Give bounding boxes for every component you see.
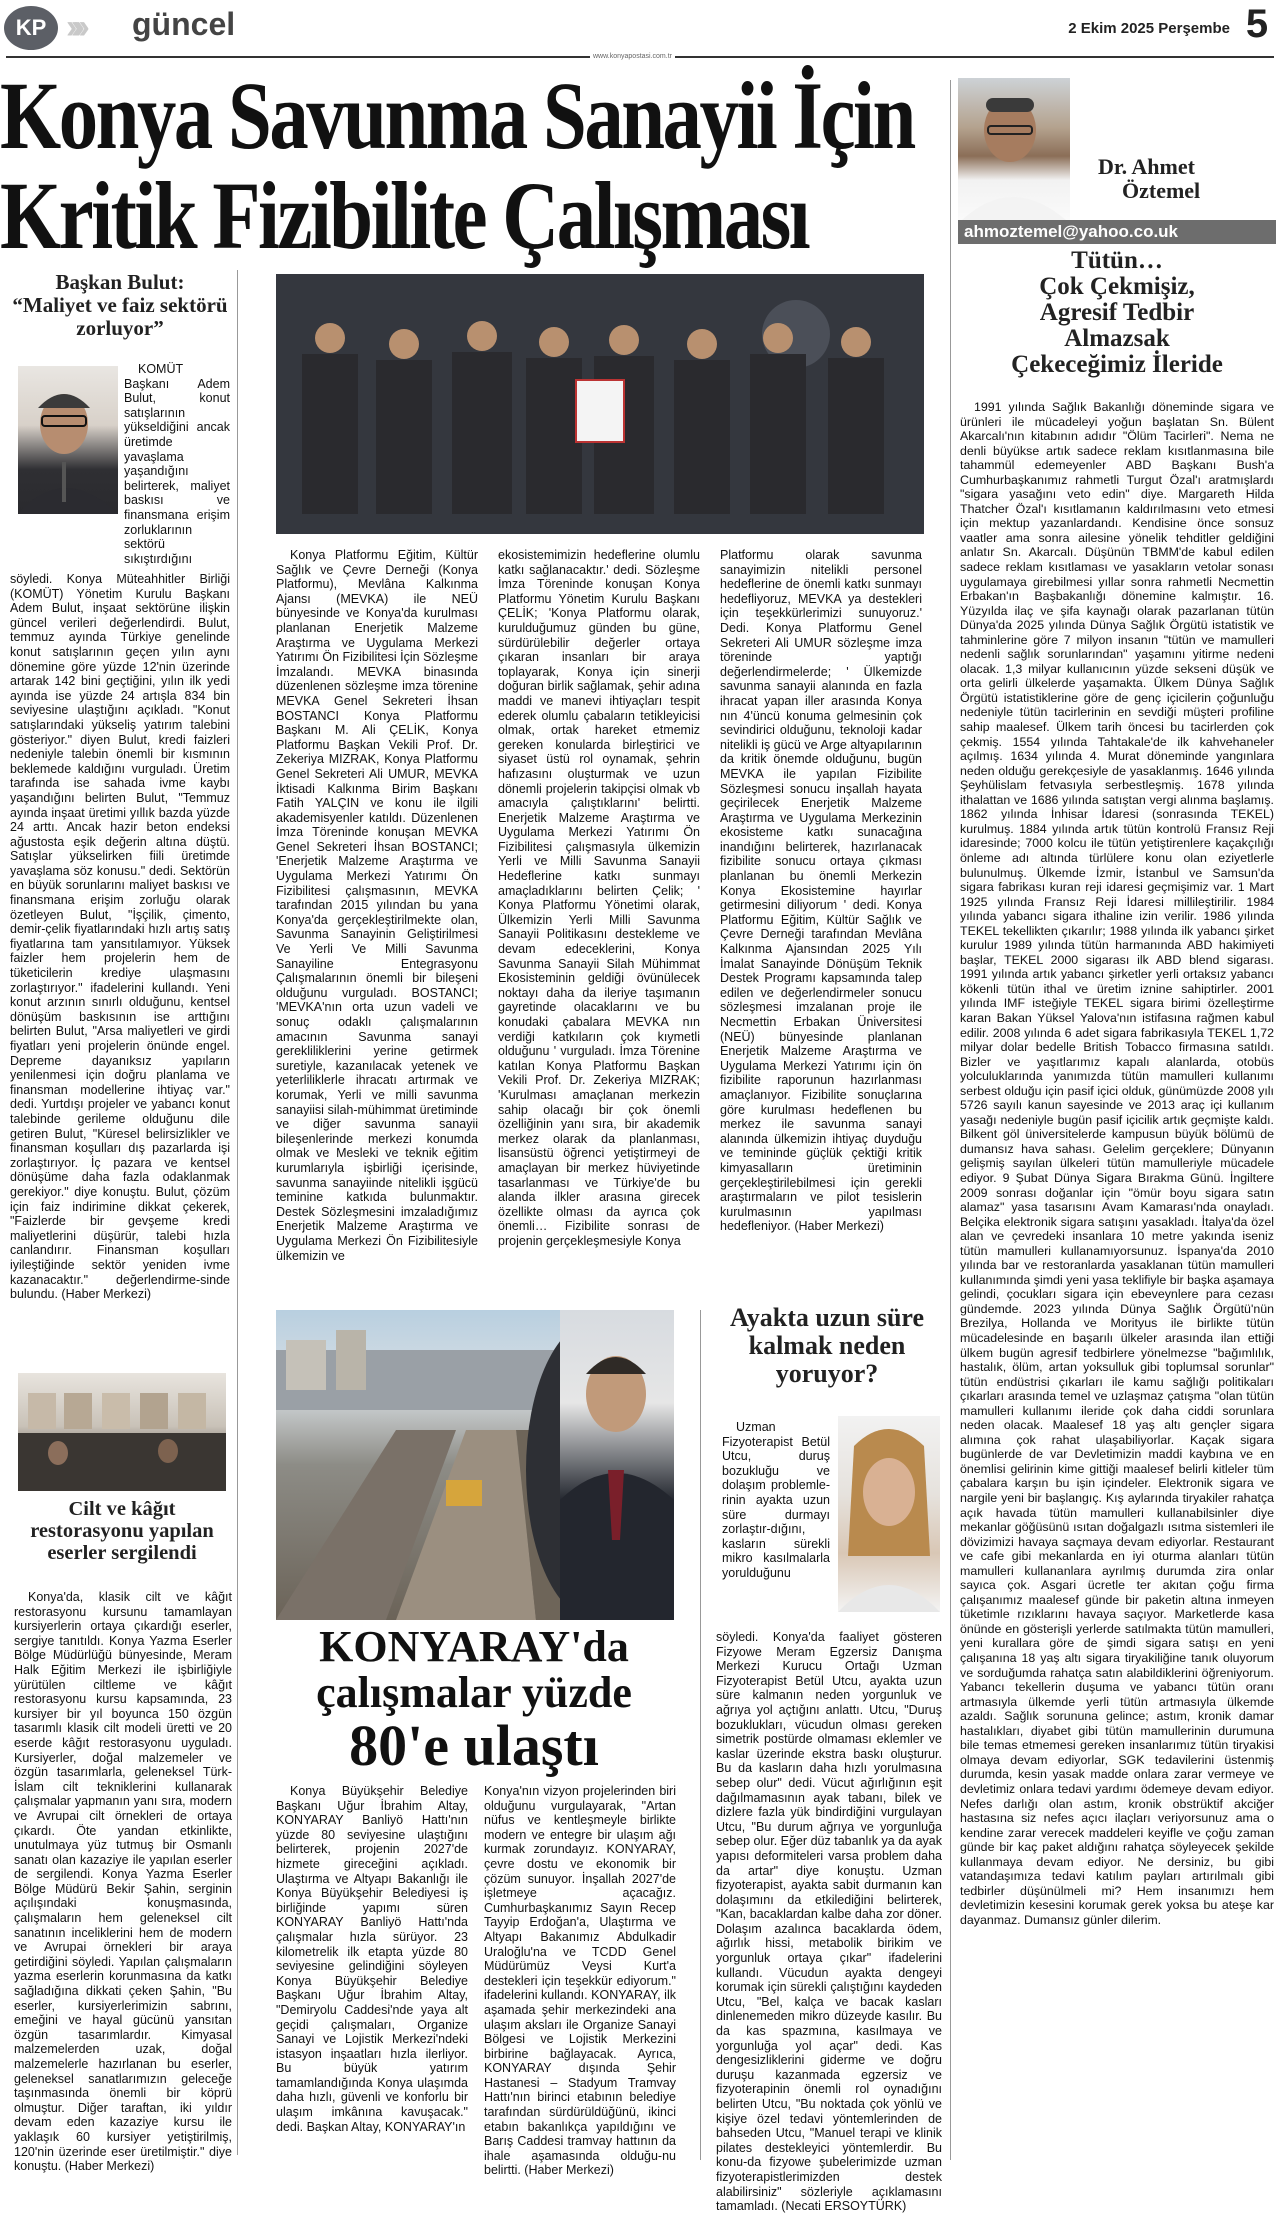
bulut-body [10, 572, 230, 1352]
author-photo [958, 78, 1070, 220]
main-headline [0, 62, 950, 269]
ceremony-photo [276, 274, 924, 534]
bulut-headline: Başkan Bulut: [55, 270, 185, 294]
cilt-body-text: Konya'da, klasik cilt ve kâğıt restorasyonu kursunu tamamlayan kursiyerlerin ortaya çıkardığı eserler, sergiye tanıtıldı. Konya Yazma Eserler Bölge Müdürlüğü bünyesinde, Meram Halk Eğitim Merkezi ile işbirliğiyle yürütülen ciltleme ve kâğıt restorasyonu kursu kapsamında, 23 kursiyer bir yıl boyunca 150 özgün tasarımlı klasik cilt modeli üretti ve 20 eserde kâğıt restorasyonu uyguladı. Kursiyerler, doğal malzemeler ve özgün tasarımlarla, geleneksel Türk-İslam cilt tekniklerini kullanarak çalışmalar yapmanın yanı sıra, modern ve Avrupai cilt örnekleri de ortaya çıkardı. Öte yandan etkinlikte, unutulmaya yüz tutmuş bir Osmanlı sanatı olan kazaziye ile yapılan eserler de sergilendi. Konya Yazma Eserler Bölge Müdürü Bekir Şahin, serginin açılışındaki konuşmasında, çalışmaların hem geleneksel cilt sanatının inceliklerini hem de modern ve Avrupai örnekleri bir araya getirdiğini söyledi. Yapılan çalışmaların yazma eserlerin korunmasına da katkı sağladığına dikkati çeken Şahin, "Bu eserler, kursiyerlerimizin sabrını, emeğini ve hayal gücünü yansıtan özgün tasarımlardır. Kimyasal malzemelerden uzak, doğal malzemelerle hazırlanan bu eserler, geleneksel sanatlarımızın geleceğe taşınmasında önemli bir köprü olmuştur. Diğer taraftan, iki yıldır devam eden kazaziye kursu ile yaklaşık 60 kursiyer yetiştirilmiş, 120'nin üzerinde eser üretilmiştir." diye konuştu. (Haber Merkezi) [14, 1590, 232, 2174]
column-panel [958, 78, 1276, 2166]
main-article-col2 [498, 548, 700, 1288]
column-title-line5: Çekeceğimiz İleride [1011, 351, 1223, 378]
section-title: güncel [132, 6, 236, 42]
bulut-lead-text: KOMÜT Başkanı Adem Bulut, konut satışlarının yükseldiğini ancak üretimde yavaşlama yaşandığını belirterek, maliyet baskısı ve finansmana erişim zorluklarının sektörü sıkıştırdığını [124, 362, 230, 566]
konyaray-headline-line3: 80'e ulaştı [349, 1713, 599, 1778]
konyaray-col1 [276, 1784, 468, 2164]
ayakta-body [716, 1630, 942, 2214]
main-article-col3-text: Platformu olarak savunma sanayimizin nitelikli personel hedeflerine de önemli katkı sunmayı hedefliyoruz, MEVKA ya destekleri için teşekkürlerimizi sunuyoruz.' Dedi. Konya Platformu Genel Sekreteri Ali UMUR sözleşme imza töreninde yaptığı değerlendirmelerde; ' Ülkemizde savunma sanayii alanında en fazla ihracat yapan iller arasında Konya nın 4'üncü konuma gelmesinin çok sevindirici olduğunu, teknoloji kadar nitelikli iş gücü ve Arge altyapılarının da kritik önemde olduğunu, bugün MEVKA ile yapılan Fizibilite Sözleşmesi sonucu inşallah hayata geçirilecek Enerjetik Malzeme Araştırma ve Uygulama Merkezinin ekosisteme katkı sunacağına inandığını belirterek, hazırlanacak fizibilite sonucu ortaya çıkması planlanan bu önemli Merkezin Konya Ekosistemine hayırlar getirmesini diliyorum ' dedi. Konya Platformu Eğitim, Kültür Sağlık ve Çevre Derneği tarafından Mevlâna Kalkınma Ajansından 2025 Yılı İmalat Sanayinde Dönüşüm Teknik Destek Programı kapsamında talep edilen ve değerlendirmeler sonucu sözleşmesi imzalanan proje ile Necmettin Erbakan Üniversitesi (NEÜ) bünyesinde planlanan Enerjetik Malzeme Araştırma ve Uygulama Merkezi Yatırımı için ön fizibilite raporunun hazırlanması amaçlanıyor. Fizibilite sonuçlarına göre kurulması hedeflenen bu merkez ile savunma sanayi alanında ülkemizin ihtiyaç duyduğu ve temininde güçlük çektiği kritik kimyasalların üretiminin gerçekleştirilebilmesi için gerekli araştırmaların ve pilot tesislerin kurulmasının yapılması hedefleniyor. (Haber Merkezi) [720, 548, 922, 1234]
bulut-photo [18, 366, 118, 514]
author-email[interactable]: ahmoztemel@yahoo.co.uk [958, 220, 1276, 244]
page-number: 5 [1245, 2, 1269, 46]
column-title-line1: Tütün… [1071, 247, 1163, 274]
column-divider [950, 80, 951, 2160]
main-headline-line2: Kritik Fizibilite Çalışması [0, 162, 809, 269]
author-name-line1: Dr. Ahmet [1098, 154, 1195, 179]
konyaray-col2 [484, 1784, 676, 2178]
ayakta-body-text: söyledi. Konya'da faaliyet gösteren Fizyowe Meram Egzersiz Danışma Merkezi Kurucu Ortağı Uzman Fizyoterapist Betül Utcu, ayakta uzun süre kalmanın neden yorgunluk ve ağrıya yol açtığını anlattı. Utcu, "Duruş bozuklukları, vücudun olması gereken simetrik postürde olmaması eklemler ve kaslar üzerinde ekstra baskı oluşturur. Bu da kasların daha hızlı yorulmasına sebep olur" dedi. Vücut ağırlığının eşit dağılmamasının ayak tabanı, bilek ve dizlere fazla yük bindirdiğini vurgulayan Utcu, "Bu durum ağrıya ve yorgunluğa sebep olur. Eğer düz tabanlık ya da ayak yapısı deformiteleri varsa problem daha da artar" diye konuştu. Uzman fizyoterapist, ayakta sabit durmanın kan dolaşımını da etkilediğini belirterek, "Kan, bacaklardan kalbe daha zor döner. Dolaşım azalınca bacaklarda ödem, ağırlık hissi, metabolik birikim ve yorgunluk ortaya çıkar" ifadelerini kullandı. Vücudun ayakta dengeyi korumak için sürekli çalıştığını kaydeden Utcu, "Bel, kalça ve bacak kasları dinlenemeden mikro düzeyde kasılır. Bu da kas spazmına, kasılmaya ve yorgunluğa yol açar" dedi. Kas dengesizliklerini giderme ve doğru duruşu kazanmada egzersiz ve fizyoterapinin önemli rol oynadığını belirten Utcu, "Bu noktada çok yönlü ve kişiye özel tedavi yöntemlerinden de bahseden Utcu, "Manuel terapi ve klinik pilates destekleyici yöntemlerdir. Bu konu-da fizyowe şubelerimizde uzman fizyoterapistlerimizden destek alabilirsiniz" sözleriyle açıklamasını tamamladı. (Necati ERSOYTÜRK) [716, 1630, 942, 2214]
konyaray-col2-text: Konya'nın vizyon projelerinden biri olduğunu vurgulayarak, "Artan nüfus ve kentleşmeyle birlikte modern ve entegre bir ulaşım ağı kurmak zorundayız. KONYARAY, çevre dostu ve ekonomik bir çözüm sunuyor. İnşallah 2027'de işletmeye açacağız. Cumhurbaşkanımız Sayın Recep Tayyip Erdoğan'a, Ulaştırma ve Altyapı Bakanımız Abdulkadir Uraloğlu'na ve TCDD Genel Müdürümüz Veysi Kurt'a destekleri için teşekkür ediyorum." ifadelerini kullandı. KONYARAY, ilk aşamada şehir merkezindeki ana ulaşım aksları ile Organize Sanayi Bölgesi ve Lojistik Merkezini birbirine bağlayacak. Ayrıca, KONYARAY dışında Şehir Hastanesi – Stadyum Tramvay Hattı'nın birinci etabının belediye tarafından sürdürüldüğünü, ikinci etabın bakanlıkça yapıldığını ve Barış Caddesi tramvay hattının da ihale aşamasında olduğu-nu belirtti. (Haber Merkezi) [484, 1784, 676, 2178]
ceremony-scene-icon [276, 274, 924, 534]
bulut-lead [124, 362, 230, 572]
bulut-body-text: söyledi. Konya Müteahhitler Birliği (KOMÜT) Yönetim Kurulu Başkanı Adem Bulut, inşaat sektörüne ilişkin güncel verileri değerlendirdi. Bulut, temmuz ayında Türkiye genelinde konut satışlarının geçen yılın aynı dönemine göre yüzde 12'nin üzerinde artarak 142 bini geçtiğini, yılın ilk yedi ayında ise yüzde 24 artışla 834 bin seviyesine ulaştığını açıkladı. "Konut satışlarındaki yükseliş yatırım talebini gösteriyor." diyen Bulut, kredi faizleri nedeniyle talebin önemli bir kısmının beklemede kaldığını vurguladı. Üretim tarafında ise sahada ivme kaybı yaşandığını belirten Bulut, "Temmuz ayında inşaat üretimi yıllık bazda yüzde 24 arttı. Ancak hazir beton endeksi ağustosta eşik değerin altına düştü. Satışlar yükselirken fiili üretimde yavaşlama söz konusu." dedi. Sektörün en büyük sorunlarını maliyet baskısı ve finansmana erişim zorluğu olarak özetleyen Bulut, "İşçilik, çimento, demir-çelik fiyatlarındaki hızlı artış satış fiyatlarına tam yansıtılamıyor. Yüksek faizler hem projelerin hem de tüketicilerin krediye ulaşmasını zorlaştırıyor." ifadelerini kullandı. Yeni konut arzının sınırlı olduğunu, kentsel dönüşüm baskısının ise arttığını belirten Bulut, "Arsa maliyetleri ve girdi fiyatları yeni projelerin önünde engel. Depreme dayanıksız yapıların yenilenmesi için doğru planlama ve finansman modellerine ihtiyaç var." dedi. Yurtdışı projeler ve yabancı konut talebinde gerileme olduğunu dile getiren Bulut, "Küresel belirsizlikler ve finansman koşulları dış pazarlarda işi zorlaştırıyor. İç pazara ve kentsel dönüşüme daha fazla odaklanmak gerekiyor." diye konuştu. Bulut, çözüm için faiz indirimine dikkat çekerek, "Faizlerde bir gevşeme kredi maliyetlerini düşürür, talebi hızla canlandırır. Finansman koşulları iyileştiğinde sektör yeniden ivme kazanacaktır." değerlendirme-sinde bulundu. (Haber Merkezi) [10, 572, 230, 1302]
konyaray-headline-line1: KONYARAY'da [319, 1622, 629, 1671]
column-body-text: 1991 yılında Sağlık Bakanlığı döneminde sigara ve ürünleri ile mücadeleyi yoğun başlatan Sn. Bülent Akarcalı'nın kitabının adıdır "Ölüm Tacirleri". Nema ne denli büyükse artık sadece reklam kısıtlanmasına bile tahammül edemeyenler ABD Başkanı Bush'a Cumhurbaşkanımız rahmetli Turgut Özal'ı aratmışlardı "sigara yasağını veto edin" diye. Margareth Hilda Thatcher Özal'ı kısıtlamanın kaldırılmasını veto etmesi için mektup yazanlardandı. Kendisine önce sonsuz vaatler ama sonra ailesine yönelik tehditler geldiğini anlatır Sn. Akarcalı. Düşünün TBMM'de kabul edilen sadece reklam kısıtlaması ve yasakların vetolar sonası uygulamaya girebilmesi yıllar sonra rahmetli Necmettin Erbakan'ın Başbakanlığı dönemine kalmıştır. 16. Yüzyılda ilaç ve şifa kaynağı olarak pazarlanan tütün Dünya'da 2025 yılında Dünya Sağlık Örgütü istatistik ve tahminlerine göre 7 milyon insanın "tütün ve mamulleri nedenli sağlık sorunlarından" yaşamını yitirme nedeni olacak. 1,3 milyar kullanıcının yüzde sekseni düşük ve orta gelirli ülkelerde yaşamakta. Ülkem Dünya Sağlık Örgütü istatistiklerine göre de genç içicilerin çoğunluğu nedeniyle tütün tacirlerinin en sevdiği müşteri profiline sahip maalesef. Ülkem tarih öncesi bu tacirlerden çok çekmiş. 1554 yılında Tahtakale'de ilk kahvehaneler açılmış. 1634 yılında 4. Murat döneminde yangınlara neden olduğu gerekçesiyle de yasaklanmış. 1646 yılında Şeyhülislam fetvasıyla serbestleşmiş. 1678 yılında ithalattan ve 1686 yılında satıştan vergi alınma başlamış. 1862 yılında İnhisar İdaresi (sonrasında TEKEL) kurulmuş. 1884 yılında artık tütün kontrolü Fransız Reji idaresinde; 7000 kolcu ile tütün yetiştirenlere kaçakçılığı önleme adı altında türlülere konu olan eziyetlerle bulunulmuş. Ülkemde İzmir, İstanbul ve Samsun'da sigara fabrikası kuran reji idaresi geçmişimiz var. 1 Mart 1925 yılında Fransız Reji İdaresi millileştirilir. 1984 yılında yabancı sigara ithaline izin verilir. 1986 yılında TEKEL tekellikten çıkarılır; 1988 yılında ilk yabancı şirket kurulur 1989 yılında tütün harmanında ABD hakimiyeti başlar, TEKEL 2000 sigarası ilk ABD blend sigarası. 1991 yılında artık yabancı şirketler yerli ortaksız yabancı kökenli tütün ithal ve üretim iznine sahiptirler. 2001 yılında IMF isteğiyle TEKEL sigara birimi özelleştirme karan Bakan Yüksel Yalova'nın istifasına rağmen kabul edilir. 2008 yılında 6 adet sigara fabrikasıyla TEKEL 1,72 milyar dolar bedelle British Tobacco firmasına satıldı. Bizler ve yaşıtlarımız kapalı alanlarda, otobüs yolculuklarında yanımızda tütün mamulleri kullanımı serbest olduğu için pasif içici olduk, günümüzde 2008 yılı 5726 sayılı kanun sayesinde ve 2013 araç içi kullanım yasağı nedeniyle bugün pasif içicilik artık geçmişte kaldı. Bilkent göl üniversitelerde kampusun büyük bölümü de dumansız hava sahası. Gelelim gerçeklere; Dünyanın gelişmiş sayılan ülkeleri tütün mamulleriyle mücadele ediyor. 9 Şubat Dünya Sigara Bırakma Günü. İngiltere 2009 sonrası doğanlar için "ömür boyu sigara satın alamaz" yasa tasarısını Avam Kamarası'nda onayladı. Belçika elektronik sigara satışını yasakladı. İtalya'da özel alan ve çevredeki insanlara 10 metre yakında iseniz tütün mamulleri kullanamıyorsunuz. İspanya'da 2010 yılında bar ve restoranlarda yasaklanan tütün mamulleri kullanımında şimdi yeni yasa teklifiyle bir başka aşamaya gelindi, çocukları sigara için ebeveynlere para cezası gündemde. 2023 yılında Dünya Sağlık Örgütü'nün Brezilya, Hollanda ve Morityus ile birlikte tütün mücadelesinde en başarılı ülkeler arasında ilan ettiği ülkem bugün agresif tedbirlere yönelmezse "bağımlılık, hastalık, ölüm, artan yoksulluk gibi toplumsal sorunlar" tütün endüstrisi çıkarları ile kamu sağlığı politikaları çıkarları arasında temel ve uzlaşmaz çatışma "olan tütün mamulleri kullanımı ileride çok daha ciddi sorunlara neden olacak. Maalesef 18 yaş altı gençler sigara alımına çok rahat ulaşabiliyorlar. Kaçak sigara bugünlerde de var Devletimizin maddi kaybına ve en önemlisi gelirinin kime gittiği maalesef belirli kitleler tüm çabalara karşın bu işin içindeler. Elektronik sigara ve nargile yeni bir başlangıç. Kış aylarında tiryakiler rahatça açık havada tütün mamulleri kullanabilsinler diye mekanlar göğüsünü ısıtan doğalgazlı ısıtma sistemleri ile dövizimizi havaya saçmaya devam ediyorlar. Restaurant ve cafe gibi mekanlarda en iyi oturma alanları tütün mamulleri kullananlara ayrılmış durumda zira onlar sayıca çok. Asgari ücretle ter akıtan çoğu firma çalışanımız maalesef günde bir paketin altına inmeyen tüketimle rızıklarını havaya saçıyor. Marketlerde kasa önünde en gösterişli yerlerde satılmakta tütün mamulleri, yeni kurallara göre de şimdi sigara satışı en yeni çalışanına 18 yaş altı sigara tiryakiliğine tanık oluyorum ve sorduğumda rahatça satın alabildiklerini öğreniyorum. Yabancı tekellerin duşuma ve yabancı tütün oranı artmasıyla ülkemde yerli tütün artmasıyla ülkemde azaldı. Sağlık sorununa gelince; astım, kronik damar hastalıkları, diyabet gibi tütün mamullerinin durumuna bile temas etmemesi gereken insanlarımız tütün tiryakisi olmaya devam ediyorlar, SGK tedavilerini üstenmiş durumda, kesin yasak madde onlara zarar vermeye ve devletimiz onlara tedavi yardımı ödemeye devam ediyor. Nefes darlığı olan astım, kronik obstrüktif akciğer hastasına siz nefes açıcı ilaçları veriyorsunuz ama o kendine zarar verecek maddeleri keyifle ve çoğu zaman günde bir kaç paket aldığını rahatça söyleyecek şekilde kullanmaya devam ediyor. Ne dersiniz, bu gibi vatandaşımıza tedavi katılım payları artırılmalı gibi tedbirler düşünülmeli mi? Hem insanımızı hem devletimizin kesesini korumak gerek yoksa bu ateşe kar dayanmaz. Dumansız günler dilerim. [960, 400, 1274, 1927]
exhibition-scene-icon [18, 1373, 226, 1491]
logo-text: KP [15, 15, 47, 40]
konyaray-headline-line2: çalışmalar yüzde [316, 1668, 632, 1717]
column-title-line4: Almazsak [1064, 325, 1170, 352]
ayakta-headline: Ayakta uzun süre kalmak neden yoruyor? [729, 1303, 925, 1388]
bulut-article [10, 270, 230, 1345]
utcu-photo [838, 1416, 940, 1612]
author-portrait-icon [958, 78, 1070, 220]
issue-date: 2 Ekim 2025 Perşembe [1068, 20, 1230, 37]
chevron-icon: »» [66, 8, 76, 46]
bulut-portrait-icon [18, 366, 118, 514]
column-body [960, 400, 1274, 2162]
main-headline-line1: Konya Savunma Sanayii İçin [0, 62, 914, 169]
author-name-line2: Öztemel [1122, 178, 1201, 203]
left-column-divider [237, 270, 238, 2155]
main-article-col1 [276, 548, 478, 1288]
altay-portrait-icon [560, 1310, 674, 1620]
column-title-line3: Agresif Tedbir [1039, 299, 1195, 326]
cilt-body [14, 1590, 232, 2174]
utcu-portrait-icon [838, 1416, 940, 1612]
ayakta-lead [722, 1420, 830, 1628]
middle-divider [700, 1310, 701, 2160]
logo-badge [4, 6, 58, 50]
altay-photo [560, 1310, 674, 1620]
website-tag: www.konyapostasi.com.tr [590, 53, 675, 60]
column-title [958, 248, 1276, 378]
cilt-photo [18, 1373, 226, 1491]
column-title-line2: Çok Çekmişiz, [1039, 273, 1195, 300]
masthead [0, 0, 1280, 58]
main-article-col2-text: ekosistemimizin hedeflerine olumlu katkı sağlanacaktır.' dedi. Sözleşme İmza Töreninde konuşan Konya Platformu Yönetim Kurulu Başkanı ÇELİK; 'Konya Platformu olarak, kurulduğumuz günden bu güne, sürdürülebilir değerler ortaya çıkaran insanları bir araya toplayarak, Konya için sinerji doğuran birlik sağlamak, şehir adına maddi ve manevi ihtiyaçları tespit ederek olumlu çabaların tetikleyicisi olmak, ortak hareket etmemiz gereken konularda birleştirici ve siyaset üstü rol oynamak, şehrin hafızasını oluşturmak ve uzun dönemli projelerin takipçisi olmak vb amacıyla çalıştıklarını' belirtti. Enerjetik Malzeme Araştırma ve Uygulama Merkezi Yatırımı Ön Fizibilitesi çalışmasıyla ülkemizin Yerli ve Milli Savunma Sanayii Hedeflerine katkı sunmayı amaçladıklarını belirten Çelik; ' Konya Platformu Yönetimi olarak, Ülkemizin Yerli Milli Savunma Sanayii Politikasını destekleme ve devam edeceklerini, Konya Savunma Sanayii Silah Mühimmat Ekosisteminin geldiği övünülecek noktayı daha da ileriye taşımanın gayretinde olacaklarını ve bu konudaki çabalara MEVKA nın verdiği katkıların çok kıymetli olduğunu ' vurguladı. İmza Törenine katılan Konya Platformu Başkan Vekili Prof. Dr. Zekeriya MIZRAK; 'Kurulması amaçlanan merkezin sahip olacağı bir çok önemli özelliğinin yanı sıra, bir akademik merkez olarak da planlanması, lisansüstü öğrenci yetiştirmeyi de amaçlayan bir merkez hüviyetinde tasarlanması ve Türkiye'de bu alanda ilkler arasına girecek özellikte olması da ayrıca çok önemli… Fizibilite sonrası de projenin gerçekleşmesiyle Konya [498, 548, 700, 1248]
main-article-col3 [720, 548, 922, 1288]
main-article-col1-text: Konya Platformu Eğitim, Kültür Sağlık ve Çevre Derneği (Konya Platformu), Mevlâna Kalkınma Ajansı (MEVKA) ile NEÜ bünyesinde ve Konya'da kurulması planlanan Enerjetik Malzeme Araştırma ve Uygulama Merkezi Yatırımı Ön Fizibilitesi İçin Sözleşme İmzalandı. MEVKA binasında düzenlenen sözleşme imza törenine MEVKA Genel Sekreteri İhsan BOSTANCI Konya Platformu Başkanı M. Ali ÇELİK, Konya Platformu Başkan Vekili Prof. Dr. Zekeriya MIZRAK, Konya Platformu Genel Sekreteri Ali UMUR, MEVKA İktisadi Kalkınma Birim Başkanı Fatih YALÇIN ve konu ile ilgili akademisyenler katıldı. Düzenlenen İmza Töreninde konuşan MEVKA Genel Sekreteri İhsan BOSTANCI; 'Enerjetik Malzeme Araştırma ve Uygulama Merkezi Yatırımı Ön Fizibilitesi çalışmasının, MEVKA tarafından 2015 yılından bu yana Konya'da gerçekleştirilmekte olan, Savunma Sanayinin Geliştirilmesi Ve Yerli Ve Milli Savunma Sanayiline Entegrasyonu Çalışmalarının önemli bir bileşeni olduğunu vurguladı. BOSTANCI; 'MEVKA'nın orta uzun vadeli ve sonuç odaklı çalışmalarının amacının Savunma sanayi gerekliliklerini yerine getirmek suretiyle, kazanılacak yetenek ve yeterliliklerle ihracatı artırmak ve korumak, Yerli ve milli savunma sanayiisi silah-mühimmat üretiminde ve diğer savunma sanayii bileşenlerinde merkezi konumda olmak ve Mesleki ve teknik eğitim kurumlarıyla işbirliği içerisinde, savunma sanayiinde nitelikli işgücü teminine katkıda bulunmaktır. Destek Sözleşmesini imzaladığımız Enerjetik Malzeme Araştırma ve Uygulama Merkezi Ön Fizibilitesiyle ülkemizin ve [276, 548, 478, 1263]
bulut-subheadline: “Maliyet ve faiz sektörü zorluyor” [12, 293, 228, 340]
konyaray-col1-text: Konya Büyükşehir Belediye Başkanı Uğur İbrahim Altay, KONYARAY Banliyö Hattı'nın yüzde 80 seviyesine ulaştığını belirterek, projenin 2027'de hizmete gireceğini açıkladı. Ulaştırma ve Altyapı Bakanlığı ile Konya Büyükşehir Belediyesi iş birliğinde yapımı süren KONYARAY Banliyö Hattı'nda çalışmalar hızla sürüyor. 23 kilometrelik ilk etapta yüzde 80 seviyesine gelindiğini söyleyen Konya Büyükşehir Belediye Başkanı Uğur İbrahim Altay, "Demiryolu Caddesi'nde yaya alt geçidi çalışmaları, Organize Sanayi ve Lojistik Merkezi'ndeki istasyon inşaatları hızla ilerliyor. Bu büyük yatırım tamamlandığında Konya ulaşımda daha hızlı, güvenli ve konforlu bir ulaşım imkânına kavuşacak." dedi. Başkan Altay, KONYARAY'ın [276, 1784, 468, 2134]
konyaray-headline [270, 1624, 678, 1776]
ayakta-lead-text: Uzman Fizyoterapist Betül Utcu, duruş bozukluğu ve dolaşım problemle-rinin ayakta uzun süre durmayı zorlaştır-dığını, kasların sürekli mikro kasılmalarla yorulduğunu [722, 1420, 830, 1580]
cilt-headline: Cilt ve kâğıt restorasyonu yapılan eserler sergilendi [30, 1498, 214, 1564]
